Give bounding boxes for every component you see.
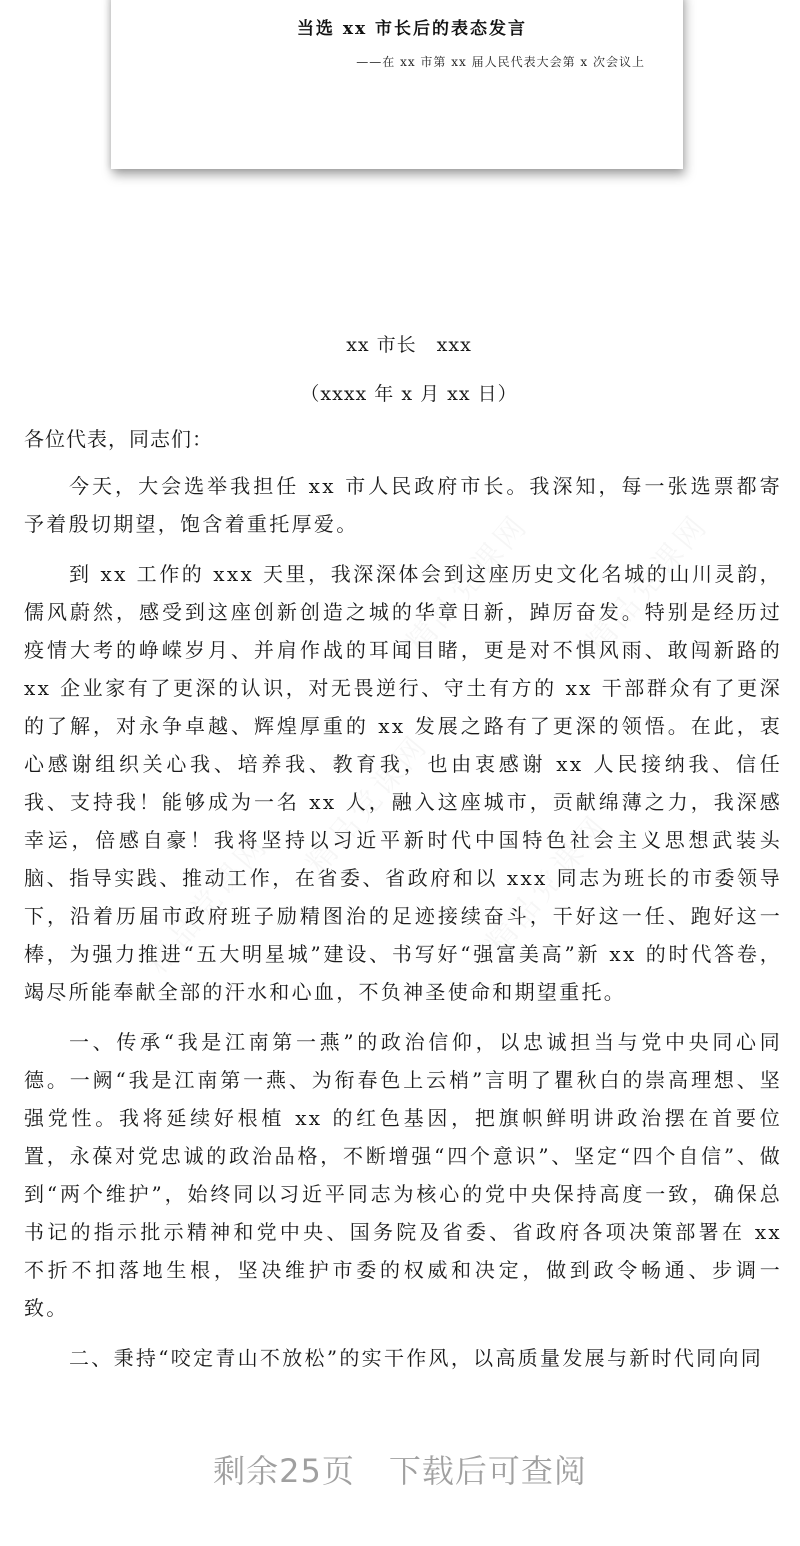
paragraph: 一、传承“我是江南第一燕”的政治信仰，以忠诚担当与党中央同心同德。一阙“我是江南第一燕、为衔春色上云梢”言明了瞿秋白的崇高理想、坚强党性。我将延续好根植 xx 的红色基因，把旗帜鲜明讲政治摆在首要位置，永葆对党忠诚的政治品格，不断增强“四个意识”、坚定“四个自信”、做到“两个维护”，始终同以习近平同志为核心的党中央保持高度一致，确保总书记的指示批示精神和党中央、国务院及省委、省政府各项决策部署在 xx 不折不扣落地生根，坚决维护市委的权威和决定，做到政令畅通、步调一致。 [24, 1030, 782, 1320]
paragraph: 二、秉持“咬定青山不放松”的实干作风，以高质量发展与新时代同向同 [69, 1346, 764, 1370]
cover-card [111, 0, 683, 169]
remaining-pages-banner[interactable] [0, 1446, 800, 1492]
paragraph: 到 xx 工作的 xxx 天里，我深深体会到这座历史文化名城的山川灵韵，儒风蔚然，感受到这座创新创造之城的华章日新，踔厉奋发。特别是经历过疫情大考的峥嵘岁月、并肩作战的耳闻目睹，更是对不惧风雨、敢闯新路的 xx 企业家有了更深的认识，对无畏逆行、守土有方的 xx 干部群众有了更深的了解，对永争卓越、辉煌厚重的 xx 发展之路有了更深的领悟。在此，衷心感谢组织关心我、培养我、教育我，也由衷感谢 xx 人民接纳我、信任我、支持我！能够成为一名 xx 人，融入这座城市，贡献绵薄之力，我深感幸运，倍感自豪！我将坚持以习近平新时代中国特色社会主义思想武装头脑、指导实践、推动工作，在省委、省政府和以 xxx 同志为班长的市委领导下，沿着历届市政府班子励精图治的足迹接续奋斗，干好这一任、跑好这一棒，为强力推进“五大明星城”建设、书写好“强富美高”新 xx 的时代答卷，竭尽所能奉献全部的汗水和心血，不负神圣使命和期望重托。 [24, 562, 782, 1004]
document-body [24, 325, 784, 1377]
paragraph: 今天，大会选举我担任 xx 市人民政府市长。我深知，每一张选票都寄予着殷切期望，饱含着重托厚爱。 [24, 474, 782, 536]
author-line: xx 市长 xxx [346, 334, 472, 356]
download-hint: 下载后可查阅 [388, 1452, 587, 1490]
document-subtitle: ——在 xx 市第 xx 届人民代表大会第 x 次会议上 [356, 55, 645, 69]
salutation: 各位代表，同志们： [24, 427, 213, 451]
remaining-pages-count: 剩余25页 [213, 1452, 355, 1490]
document-title: 当选 xx 市长后的表态发言 [296, 19, 528, 39]
date-line: （xxxx 年 x 月 xx 日） [300, 383, 518, 405]
